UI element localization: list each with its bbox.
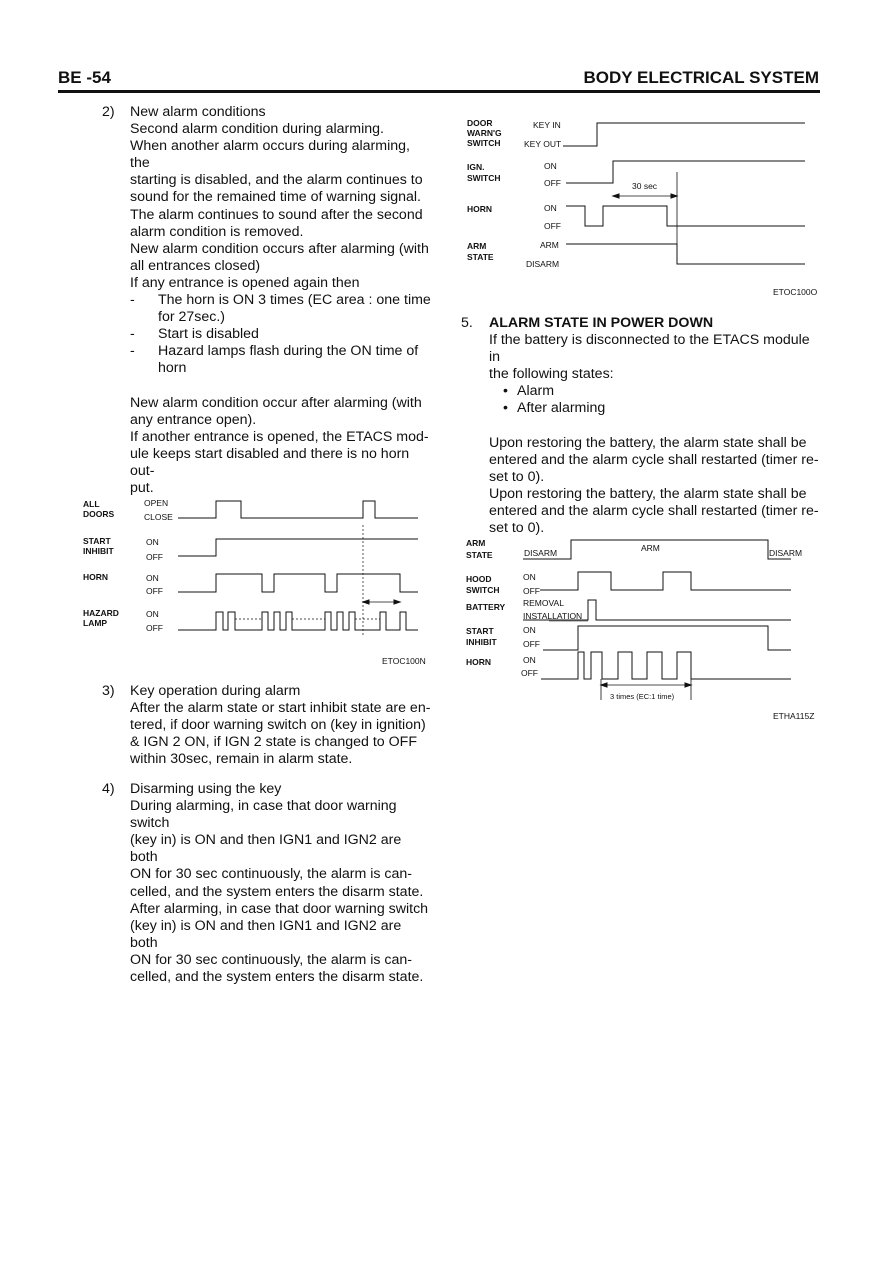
timing-diagram-power-down: [463, 532, 823, 747]
text-line: ON for 30 sec continuously, the alarm is can-: [130, 866, 413, 883]
signal-label: HORN: [83, 572, 109, 582]
section5-body: [489, 315, 823, 537]
signal-label: ARM: [467, 241, 487, 251]
signal-label: ARM: [466, 538, 486, 548]
text-line: New alarm condition occurs after alarming (with: [130, 240, 429, 257]
state-label: KEY IN: [533, 120, 561, 130]
item2-number: 2): [102, 104, 115, 120]
waveform-start-inhibit: [543, 626, 791, 650]
item4-number: 4): [102, 781, 115, 797]
dash-item: - Start is disabled: [130, 326, 259, 343]
figure-code: ETOC100N: [382, 656, 426, 666]
text-line: New alarm condition occur after alarming (with: [130, 394, 422, 411]
state-label: ON: [544, 161, 557, 171]
waveform-door-switch: [563, 123, 805, 146]
signal-label: DOOR: [467, 118, 493, 128]
state-label: ON: [544, 203, 557, 213]
text-line: for 27sec.): [158, 309, 226, 326]
item2-body: [130, 104, 432, 497]
signal-label: BATTERY: [466, 602, 506, 612]
state-label: ON: [523, 625, 536, 635]
item3-body: [130, 683, 432, 768]
state-label: OPEN: [144, 498, 169, 508]
text-line: The alarm continues to sound after the second: [130, 206, 423, 223]
section-title: ALARM STATE IN POWER DOWN: [489, 315, 714, 331]
signal-label: START: [83, 536, 111, 546]
section5-number: 5.: [461, 315, 473, 331]
figure-code: ETHA115Z: [773, 711, 815, 721]
text-line: Upon restoring the battery, the alarm state shall be: [489, 434, 807, 451]
text-line: New alarm conditions: [130, 104, 266, 120]
signal-label: DOORS: [83, 509, 115, 519]
text-line: celled, and the system enters the disarm state.: [130, 969, 424, 986]
signal-label: HORN: [467, 204, 493, 214]
text-line: If the battery is disconnected to the ETACS module in: [489, 332, 810, 366]
page-id: BE -54: [58, 68, 111, 87]
page-title: BODY ELECTRICAL SYSTEM: [583, 68, 819, 87]
signal-label: WARN'G: [467, 128, 502, 138]
interval-label: 3 times (EC:1 time): [610, 692, 675, 701]
text-line: Upon restoring the battery, the alarm state shall be: [489, 485, 807, 502]
state-label: ON: [146, 573, 159, 583]
text-line: If another entrance is opened, the ETACS mod-: [130, 428, 429, 445]
text-line: ule keeps start disabled and there is no horn out-: [130, 445, 410, 479]
text-line: (key in) is ON and then IGN1 and IGN2 are both: [130, 832, 402, 866]
bullet-item: • After alarming: [503, 400, 606, 417]
text-line: within 30sec, remain in alarm state.: [130, 751, 353, 768]
text-line: Hazard lamps flash during the ON time of: [158, 343, 419, 360]
state-label: OFF: [523, 586, 540, 596]
state-label: OFF: [146, 552, 163, 562]
figure-code: ETOC100O: [773, 287, 818, 297]
state-label: KEY OUT: [524, 139, 562, 149]
text-line: put.: [130, 479, 154, 496]
text-line: entered and the alarm cycle shall restarted (timer re-: [489, 451, 819, 468]
state-label: OFF: [146, 623, 163, 633]
signal-label: INHIBIT: [83, 546, 114, 556]
text-line: After alarming, in case that door warning switch: [130, 900, 429, 917]
text-line: the following states:: [489, 366, 614, 383]
state-label: OFF: [521, 668, 538, 678]
signal-label: HOOD: [466, 574, 492, 584]
header-rule: [58, 90, 820, 93]
state-label: OFF: [544, 178, 561, 188]
timing-diagram-all-doors: [80, 495, 430, 670]
text-line: sound for the remained time of warning signal.: [130, 189, 422, 206]
text-line: During alarming, in case that door warning switch: [130, 798, 397, 832]
signal-label: START: [466, 626, 494, 636]
waveform-hazard-lamp: [178, 612, 418, 630]
item4-body: [130, 781, 432, 986]
state-label: ON: [523, 572, 536, 582]
text-line: ON for 30 sec continuously, the alarm is can-: [130, 951, 413, 968]
state-label: ON: [523, 655, 536, 665]
text-line: set to 0).: [489, 468, 545, 485]
signal-label: HAZARD: [83, 608, 119, 618]
state-label: CLOSE: [144, 512, 173, 522]
timing-diagram-key-ign: [463, 112, 823, 302]
interval-label: 30 sec: [632, 181, 658, 191]
state-label: OFF: [146, 586, 163, 596]
text-line: set to 0).: [489, 520, 545, 537]
text-line: If any entrance is opened again then: [130, 274, 360, 291]
dash-item: - The horn is ON 3 times (EC area : one time for 27sec.): [130, 292, 431, 326]
text-line: Start is disabled: [158, 326, 259, 343]
text-line: When another alarm occurs during alarming, the: [130, 138, 410, 172]
state-label: ON: [146, 609, 159, 619]
bullet-text: After alarming: [517, 400, 606, 417]
text-line: any entrance open).: [130, 411, 257, 428]
bullet-text: Alarm: [517, 383, 555, 400]
state-label: ON: [146, 537, 159, 547]
signal-label: SWITCH: [467, 173, 501, 183]
text-line: Second alarm condition during alarming.: [130, 121, 384, 138]
text-line: celled, and the system enters the disarm state.: [130, 883, 424, 900]
waveform-horn: [566, 206, 805, 226]
state-label: INSTALLATION: [523, 611, 583, 621]
waveform-ign-switch: [566, 161, 805, 183]
signal-label: STATE: [466, 550, 493, 560]
text-line: Key operation during alarm: [130, 683, 301, 699]
text-line: & IGN 2 ON, if IGN 2 state is changed to OFF: [130, 734, 418, 751]
state-label: REMOVAL: [523, 598, 564, 608]
text-line: (key in) is ON and then IGN1 and IGN2 are both: [130, 917, 402, 951]
state-label: OFF: [523, 639, 540, 649]
signal-label: SWITCH: [466, 585, 500, 595]
signal-label: ALL: [83, 499, 100, 509]
text-line: alarm condition is removed.: [130, 223, 304, 240]
text-line: After the alarm state or start inhibit state are en-: [130, 700, 431, 717]
waveform-horn: [541, 652, 791, 679]
state-label: DISARM: [526, 259, 560, 269]
text-line: The horn is ON 3 times (EC area : one time: [158, 292, 431, 309]
signal-label: HORN: [466, 657, 492, 667]
text-line: Disarming using the key: [130, 781, 282, 797]
signal-label: IGN.: [467, 162, 485, 172]
state-label: DISARM: [524, 548, 558, 558]
bullet-item: • Alarm: [503, 383, 555, 400]
text-line: entered and the alarm cycle shall restarted (timer re-: [489, 502, 819, 519]
dash-item: - Hazard lamps flash during the ON time of horn: [130, 343, 419, 377]
signal-label: LAMP: [83, 618, 108, 628]
state-label: ARM: [540, 240, 559, 250]
signal-label: STATE: [467, 252, 494, 262]
state-label: DISARM: [769, 548, 803, 558]
signal-label: INHIBIT: [466, 637, 497, 647]
text-line: tered, if door warning switch on (key in ignition): [130, 717, 426, 734]
waveform-arm-state: [566, 244, 805, 264]
waveform-hood-switch: [540, 572, 791, 590]
text-line: horn: [158, 360, 187, 377]
waveform-all-doors: [178, 501, 418, 518]
state-label: ARM: [641, 543, 660, 553]
text-line: starting is disabled, and the alarm continues to: [130, 172, 423, 189]
signal-label: SWITCH: [467, 138, 501, 148]
item3-number: 3): [102, 683, 115, 699]
waveform-start-inhibit: [178, 539, 418, 556]
state-label: OFF: [544, 221, 561, 231]
waveform-horn: [178, 574, 418, 592]
text-line: all entrances closed): [130, 257, 261, 274]
